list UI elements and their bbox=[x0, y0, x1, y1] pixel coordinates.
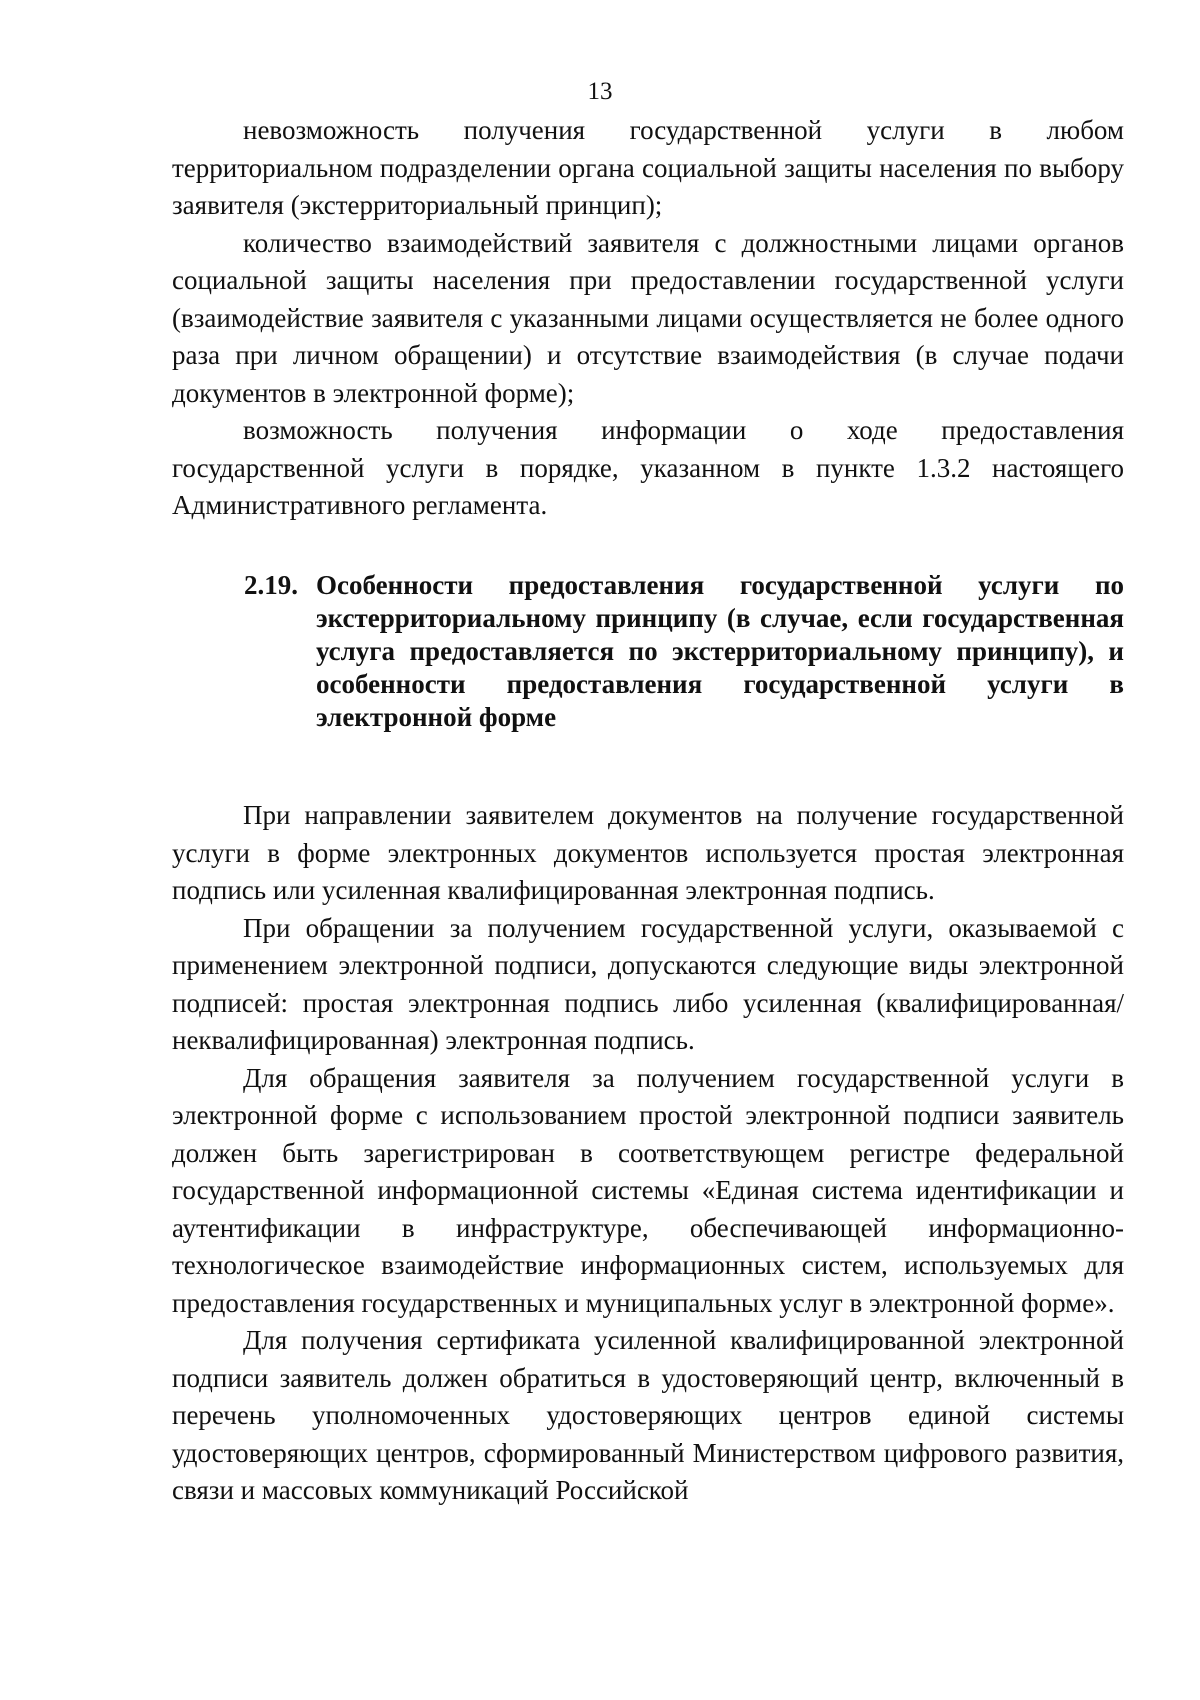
body-text-bottom bbox=[172, 797, 1124, 1510]
body-text-top bbox=[172, 112, 1124, 525]
section-title: Особенности предоставления государственной услуги по экстерриториальному принципу (в случае, если государственная услуга предоставляется по экстерриториальному принципу), и особенности предоставления государственной услуги в электронной форме bbox=[316, 570, 1124, 732]
paragraph-progress-info: возможность получения информации о ходе предоставления государственной услуги в порядке, указанном в пункте 1.3.2 настоящего Административного регламента. bbox=[172, 415, 1124, 520]
paragraph-interactions-count: количество взаимодействий заявителя с должностными лицами органов социальной защиты населения при предоставлении государственной услуги (взаимодействие заявителя с указанными лицами осуществляется не более одного раза при личном обращении) и отсутствие взаимодействия (в случае подачи документов в электронной форме); bbox=[172, 227, 1124, 408]
section-number: 2.19. bbox=[244, 570, 298, 600]
page-number: 13 bbox=[587, 78, 613, 105]
paragraph-esia-registration: Для обращения заявителя за получением государственной услуги в электронной форме с использованием простой электронной подписи заявитель должен быть зарегистрирован в соответствующем регистре федеральной государственной информационной системы «Единая система идентификации и аутентификации в инфраструктуре, обеспечивающей информационно-технологическое взаимодействие информационных систем, используемых для предоставления государственных и муниципальных услуг в электронной форме». bbox=[172, 1062, 1124, 1318]
paragraph-certificate: Для получения сертификата усиленной квалифицированной электронной подписи заявитель должен обратиться в удостоверяющий центр, включенный в перечень уполномоченных удостоверяющих центров единой системы удостоверяющих центров, сформированный Министерством цифрового развития, связи и массовых коммуникаций Российской bbox=[172, 1325, 1124, 1505]
section-heading bbox=[244, 569, 1124, 734]
paragraph-extraterritorial: невозможность получения государственной услуги в любом территориальном подразделении органа социальной защиты населения по выбору заявителя (экстерриториальный принцип); bbox=[172, 115, 1124, 220]
paragraph-signature-kinds: При обращении за получением государственной услуги, оказываемой с применением электронной подписи, допускаются следующие виды электронной подписей: простая электронная подпись либо усиленная (квалифицированная/неквалифицированная) электронная подпись. bbox=[172, 912, 1124, 1055]
paragraph-signature-type: При направлении заявителем документов на получение государственной услуги в форме электронных документов используется простая электронная подпись или усиленная квалифицированная электронная подпись. bbox=[172, 800, 1124, 905]
